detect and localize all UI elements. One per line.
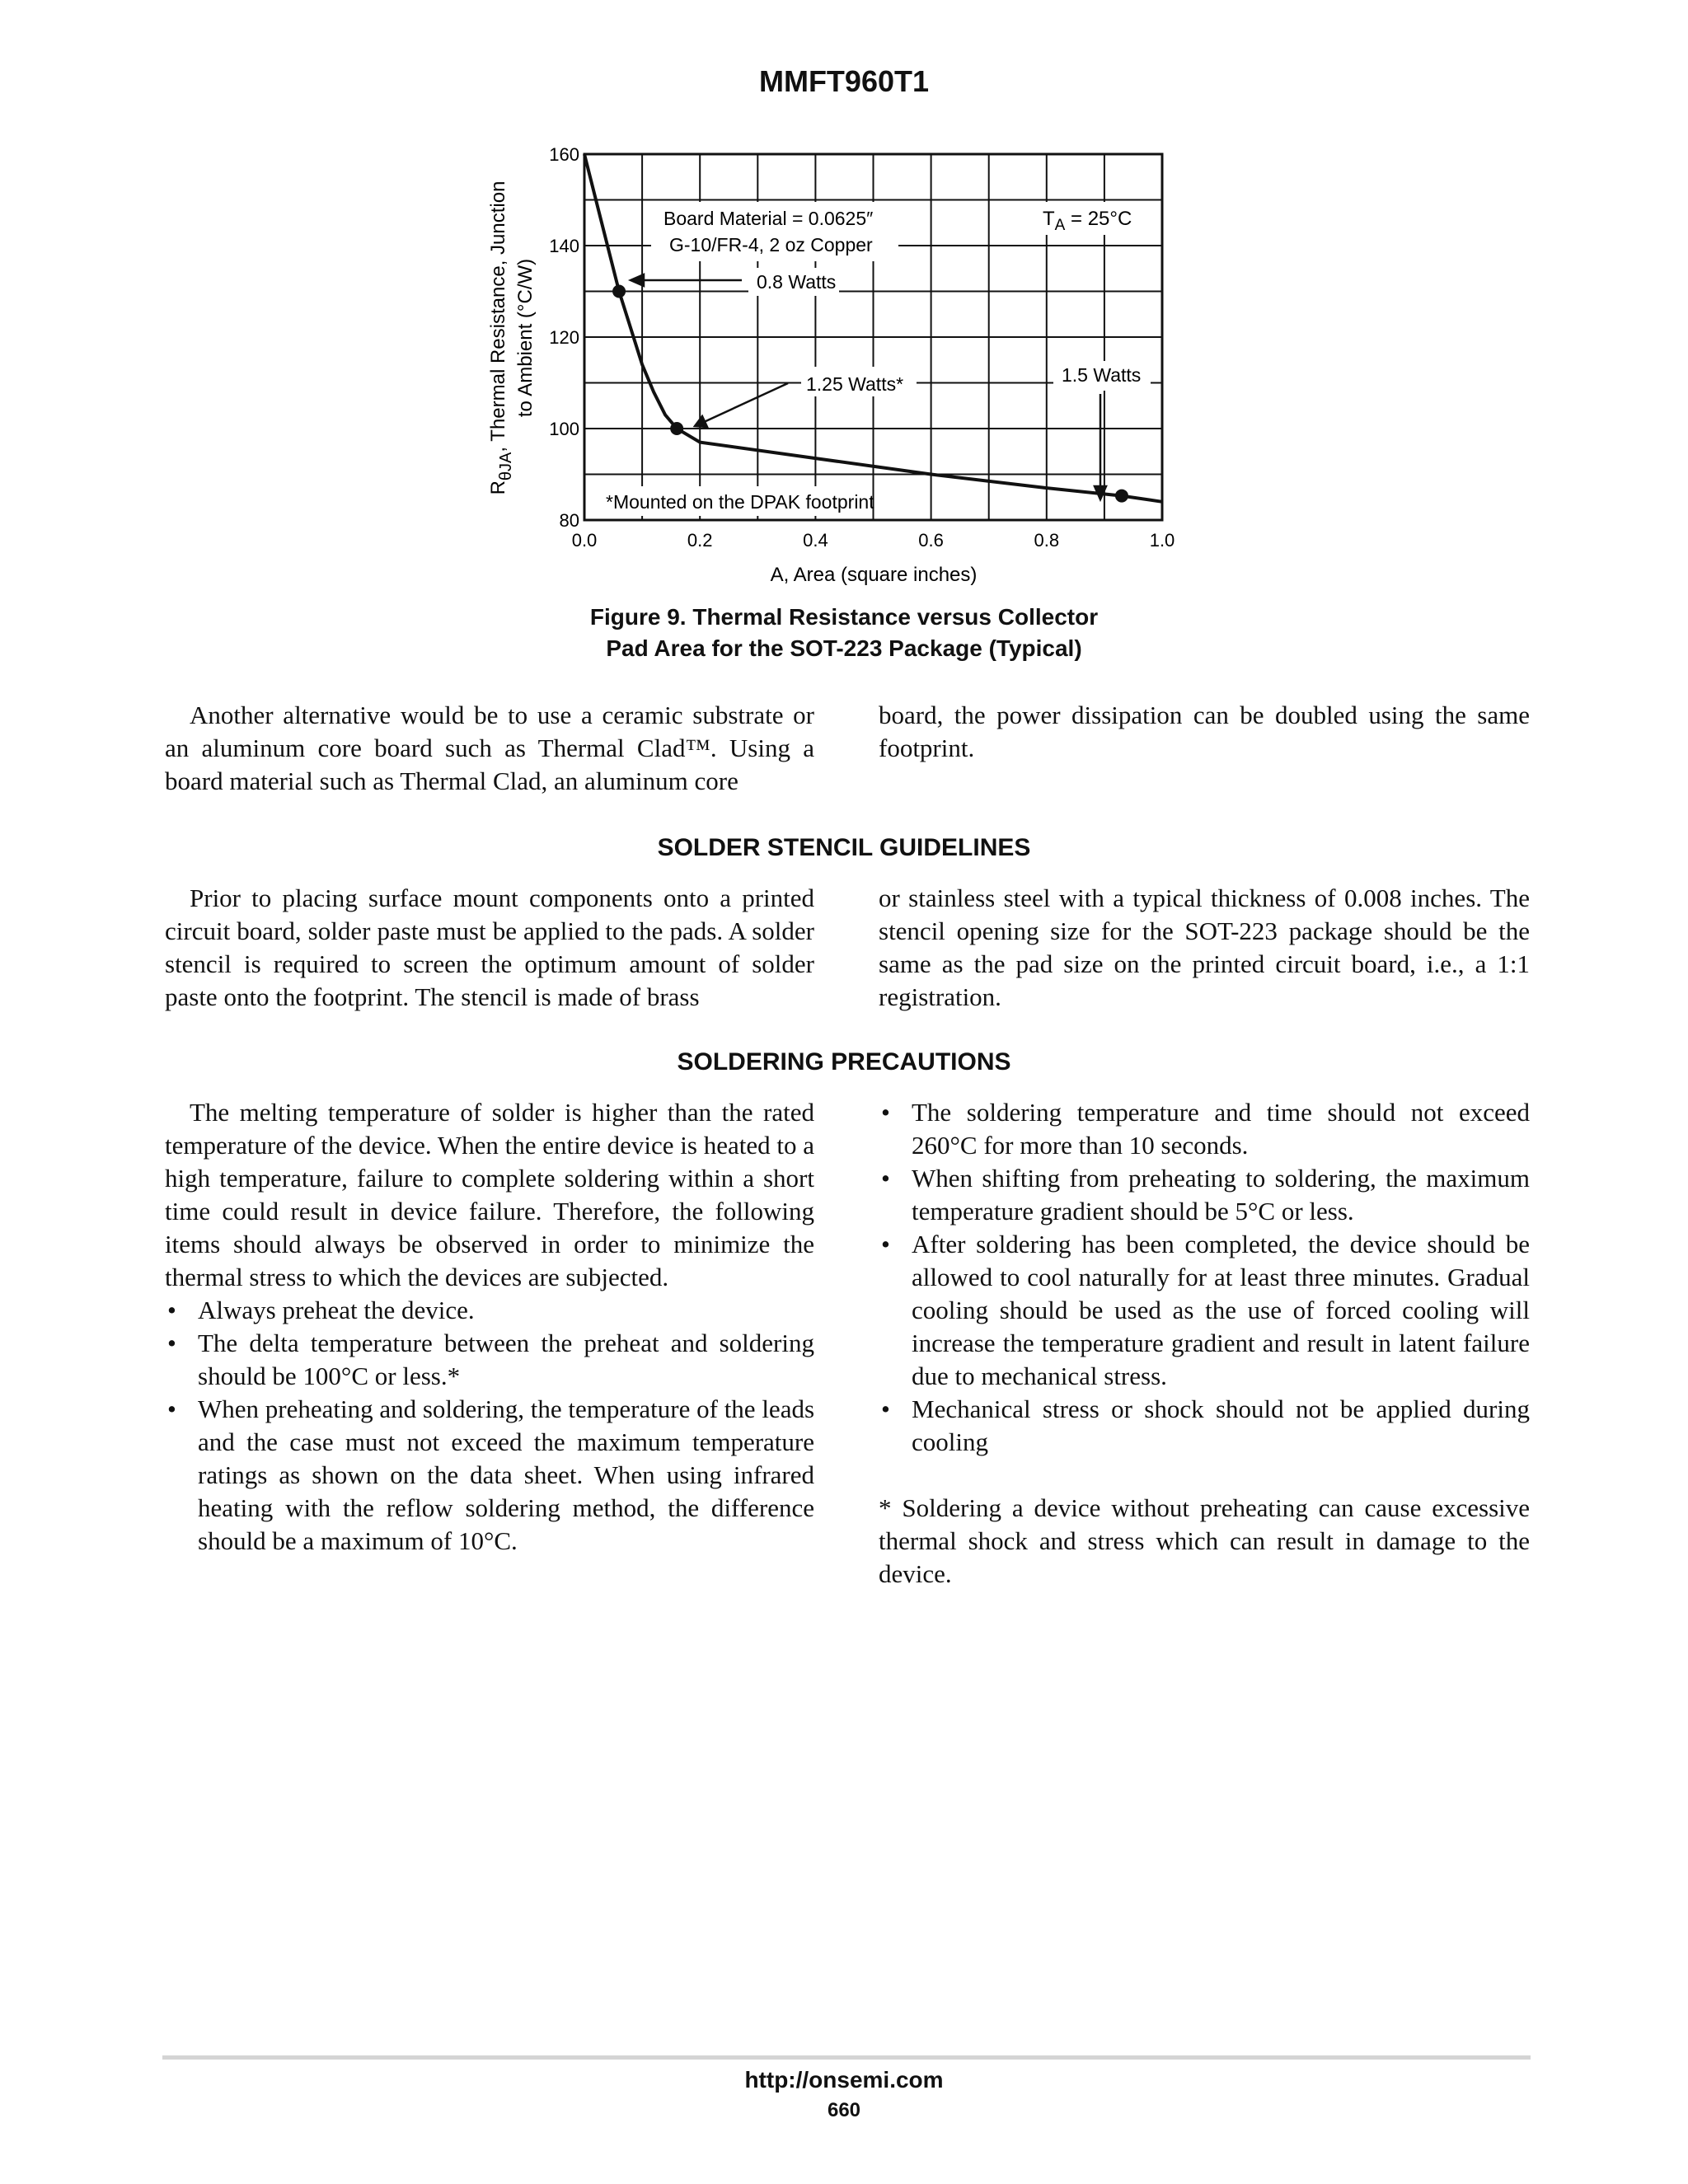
list-item: • The soldering temperature and time should not exceed 260°C for more than 10 seconds.	[881, 1098, 1530, 1160]
intro-left-text: Another alternative would be to use a ceramic substrate or an aluminum core board such as Thermal Clad™. Using a board material such as Thermal Clad, an aluminum core	[165, 701, 814, 795]
x-axis-label: A, Area (square inches)	[770, 564, 978, 586]
precautions-footnote: * Soldering a device without preheating can cause excessive thermal shock and stress which can result in damage to the device.	[879, 1493, 1530, 1588]
precautions-right-column	[879, 1096, 1530, 1591]
list-item: • Mechanical stress or shock should not be applied during cooling	[881, 1394, 1530, 1456]
figure-caption	[0, 602, 1688, 664]
figure-caption-line2: Pad Area for the SOT-223 Package (Typical)	[606, 635, 1082, 661]
thermal-resistance-chart	[462, 140, 1187, 602]
arrow-1p25-watts	[695, 383, 788, 427]
page-title: MMFT960T1	[758, 64, 930, 98]
x-tick-labels	[572, 530, 1175, 551]
precautions-heading: SOLDERING PRECAUTIONS	[677, 1048, 1011, 1076]
precautions-left-column	[165, 1096, 814, 1558]
x-tick-label: 0.2	[687, 530, 713, 551]
x-tick-label: 0.0	[571, 530, 598, 551]
list-item: • The delta temperature between the preheat and soldering should be 100°C or less.*	[167, 1329, 814, 1390]
footer-divider	[162, 2055, 1531, 2060]
y-tick-label: 120	[549, 327, 579, 348]
figure-caption-line1: Figure 9. Thermal Resistance versus Collector	[589, 604, 1099, 630]
x-tick-label: 1.0	[1149, 530, 1175, 551]
intro-right-column	[879, 699, 1530, 765]
y-tick-label: 160	[549, 144, 579, 165]
list-item: • After soldering has been completed, the device should be allowed to cool naturally for at least three minutes. Gradual cooling should be used as the use of forced cooling will increase the temperature gradient and result in latent failure due to mechanical stress.	[881, 1230, 1530, 1390]
precautions-right-list	[879, 1096, 1530, 1459]
label-1p25-watts: 1.25 Watts*	[806, 373, 904, 395]
stencil-heading: SOLDER STENCIL GUIDELINES	[657, 834, 1031, 861]
mounted-footnote-label: *Mounted on the DPAK footprint	[606, 491, 874, 513]
intro-left-column	[165, 699, 814, 798]
x-tick-label: 0.6	[918, 530, 944, 551]
stencil-right-column	[879, 882, 1530, 1014]
y-tick-label: 140	[549, 236, 579, 256]
label-1p5-watts: 1.5 Watts	[1062, 364, 1142, 386]
marked-point	[670, 422, 683, 435]
label-0p8-watts: 0.8 Watts	[757, 271, 837, 293]
precautions-intro: The melting temperature of solder is higher than the rated temperature of the device. When the entire device is heated to a high temperature, failure to complete soldering within a short time could result in device failure. Therefore, the following items should always be observed in order to minimize the thermal stress to which the devices are subjected.	[165, 1098, 814, 1291]
board-material-label: Board Material = 0.0625″	[663, 208, 874, 229]
stencil-left-text: Prior to placing surface mount components onto a printed circuit board, solder paste must be applied to the pads. A solder stencil is required to screen the optimum amount of solder paste onto the footprint. The stencil is made of brass	[165, 883, 814, 1011]
list-item: • When shifting from preheating to soldering, the maximum temperature gradient should be 5°C or less.	[881, 1164, 1530, 1226]
marked-point	[612, 285, 626, 298]
page-number: 660	[827, 2099, 861, 2121]
footer-url-link[interactable]: http://onsemi.com	[744, 2067, 944, 2093]
y-tick-label: 100	[549, 419, 579, 439]
marked-point	[1115, 490, 1128, 503]
arrow-0p8-watts	[631, 274, 742, 286]
stencil-right-text: or stainless steel with a typical thickness of 0.008 inches. The stencil opening size for the SOT-223 package should be the same as the pad size on the printed circuit board, i.e., a 1:1 registration.	[879, 883, 1530, 1011]
stencil-left-column	[165, 882, 814, 1014]
y-tick-labels	[549, 144, 579, 531]
list-item: • Always preheat the device.	[167, 1296, 475, 1324]
x-tick-label: 0.4	[803, 530, 828, 551]
intro-right-text: board, the power dissipation can be doubled using the same footprint.	[879, 701, 1530, 762]
board-copper-label: G-10/FR-4, 2 oz Copper	[669, 234, 873, 255]
list-item: • When preheating and soldering, the temperature of the leads and the case must not exceed the maximum temperature ratings as shown on the data sheet. When using infrared heating with the reflow soldering method, the difference should be a maximum of 10°C.	[167, 1394, 815, 1555]
ambient-temp-label: $T_A = 25^\circ C$	[1043, 208, 1132, 234]
x-tick-label: 0.8	[1034, 530, 1060, 551]
precautions-left-list	[165, 1294, 814, 1558]
y-tick-label: 80	[559, 510, 579, 531]
y-axis-label-line1: $R_{\theta JA}$, Thermal Resistance, Junction	[487, 180, 515, 495]
y-axis-label-line2: to Ambient (°C/W)	[514, 258, 537, 418]
